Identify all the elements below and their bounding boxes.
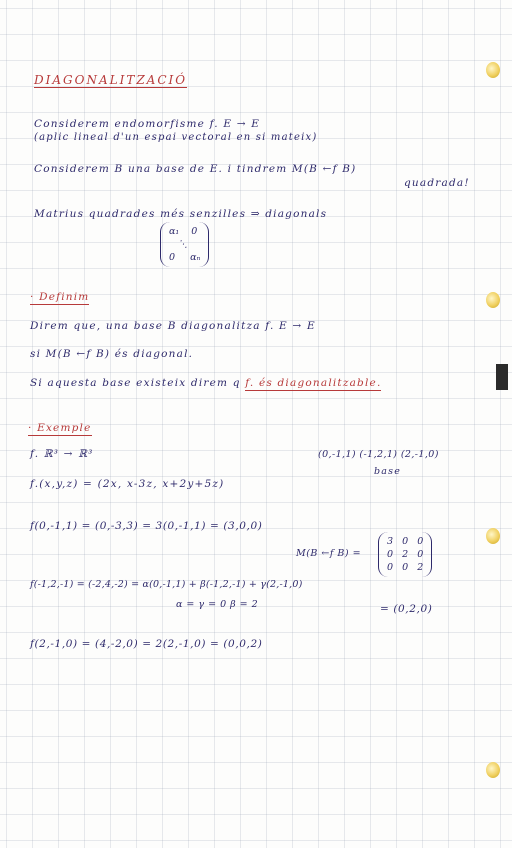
page-tab xyxy=(496,364,508,390)
definition-line-3: Si aquesta base existeix direm q xyxy=(30,377,241,389)
definition-conclusion: f. és diagonalitzable. xyxy=(245,377,382,389)
binder-hole xyxy=(486,62,500,78)
diagonal-matrix: α₁ 0 ⋱ 0 αₙ xyxy=(160,222,209,267)
page-title: DIAGONALITZACIÓ xyxy=(34,73,188,87)
binder-hole xyxy=(486,762,500,778)
definition-heading: · Definim xyxy=(30,291,90,303)
result-matrix: 3 0 0 0 2 0 0 0 2 xyxy=(378,532,432,577)
definition-line-2: si M(B ←f B) és diagonal. xyxy=(30,348,194,360)
example-rule: f.(x,y,z) = (2x, x-3z, x+2y+5z) xyxy=(30,478,225,490)
intro-line-3: Considerem B una base de E. i tindrem M(B ←f B) xyxy=(34,163,357,175)
binder-hole xyxy=(486,528,500,544)
example-heading: · Exemple xyxy=(28,422,92,434)
example-basis-label: base xyxy=(374,466,402,477)
intro-line-1: Considerem endomorfisme f. E → E xyxy=(34,118,261,130)
example-basis: (0,-1,1) (-1,2,1) (2,-1,0) xyxy=(318,449,439,460)
example-eq-2c: = (0,2,0) xyxy=(380,603,433,615)
matrix-label: M(B ←f B) = xyxy=(296,548,362,559)
example-eq-2b: α = γ = 0 β = 2 xyxy=(176,599,259,610)
binder-hole xyxy=(486,292,500,308)
example-eq-2: f(-1,2,-1) = (-2,4,-2) = α(0,-1,1) + β(-1,2,-1) + γ(2,-1,0) xyxy=(30,579,303,590)
intro-line-3b: quadrada! xyxy=(404,177,470,189)
intro-line-2: (aplic lineal d'un espai vectoral en si mateix) xyxy=(34,132,318,143)
example-map: f. ℝ³ → ℝ³ xyxy=(30,448,94,460)
intro-line-4: Matrius quadrades més senzilles ⇒ diagonals xyxy=(34,208,328,220)
example-eq-3: f(2,-1,0) = (4,-2,0) = 2(2,-1,0) = (0,0,2) xyxy=(30,638,263,650)
example-eq-1: f(0,-1,1) = (0,-3,3) = 3(0,-1,1) = (3,0,0) xyxy=(30,520,263,532)
definition-line-1: Direm que, una base B diagonalitza f. E → E xyxy=(30,320,316,332)
